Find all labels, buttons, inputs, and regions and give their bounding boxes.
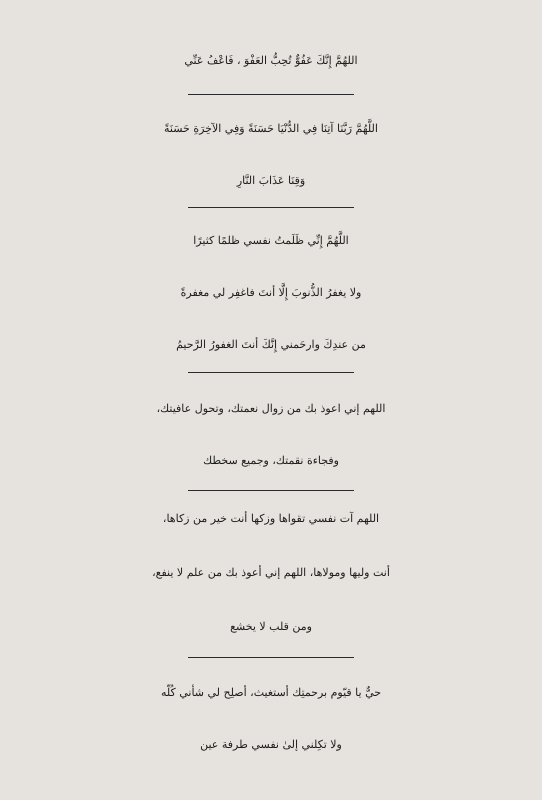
prayer-line: اللَّهُمَّ رَبَّنَا آتِنَا فِي الدُّنْيَا حَسَنَةً وَفِي الآخِرَةِ حَسَنَةً [164,122,378,135]
section-divider [188,490,354,491]
prayer-line: حيٌّ يا قيّوم برحمتِك أستغيث، أصلِح لي شأني كُلّه [160,686,382,699]
prayer-line: اللَّهُمَّ إِنِّي ظَلَمتُ نفسي ظلمًا كثيرًا [193,234,349,247]
prayer-line: من عندِكَ وارحَمني إِنَّكَ أنتَ الغفورُ الرَّحيمُ [176,338,366,351]
prayer-line: ولا تكِلني إلىٰ نفسي طرفة عين [200,738,342,751]
section-divider [188,94,354,95]
prayer-line: ولا يغفرُ الذُّنوبَ إِلَّا أنتَ فاغفِر لي مغفرةً [180,286,362,299]
prayer-line: اللهم إني اعوذ بك من زوال نعمتك، وتحول عافيتك، [156,402,386,415]
section-divider [188,657,354,658]
section-divider [188,372,354,373]
prayer-line: أنت وليها ومولاها، اللهم إني أعوذ بك من علم لا ينفع، [152,566,390,579]
prayer-line: وَقِنَا عَذَابَ النَّارِ [236,174,306,187]
section-divider [188,207,354,208]
prayer-line: اللهم آت نفسي تقواها وزكها أنت خير من زكاها، [162,512,380,525]
prayer-line: وفجاءة نقمتك، وجميع سخطك [203,454,339,467]
prayer-line: ومن قلب لا يخشع [230,620,312,633]
prayer-line: اللهُمَّ إِنَّكَ عَفُوٌّ تُحِبُّ العَفْوَ ، فَاعْفُ عَنِّي [184,54,358,67]
